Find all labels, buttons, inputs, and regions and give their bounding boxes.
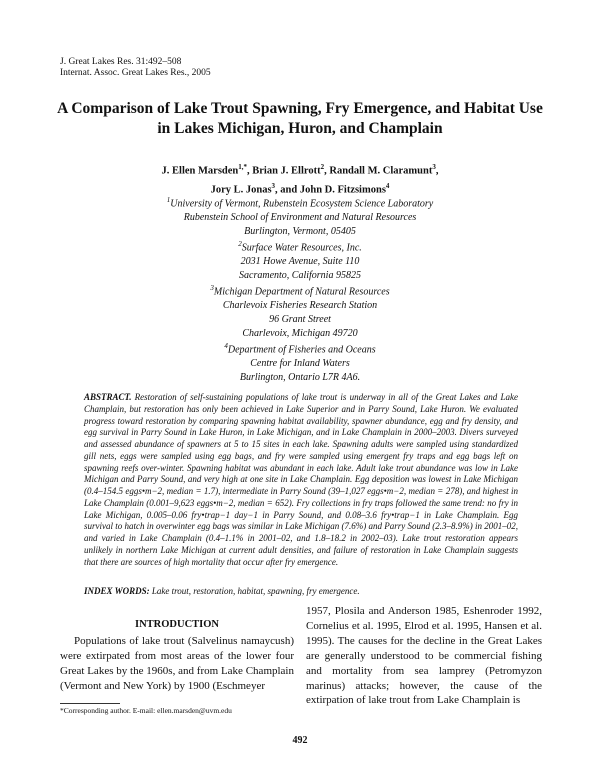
journal-citation [60, 57, 211, 79]
abstract [84, 392, 518, 568]
author-1-sup: 1,* [238, 163, 247, 171]
affiliation-3 [110, 281, 490, 341]
title-line-1: A Comparison of Lake Trout Spawning, Fry Emergence, and Habitat Use [57, 100, 543, 117]
journal-line-1: J. Great Lakes Res. 31:492–508 [60, 57, 182, 67]
page-number: 492 [292, 735, 308, 746]
author-5-sup: 4 [385, 181, 390, 190]
author-2: , Brian J. Ellrott [247, 165, 321, 177]
affiliation-2-line-1: $^2$Surface Water Resources, Inc. [238, 240, 362, 254]
author-sep: , [435, 165, 439, 177]
affiliation-3-line-3: 96 Grant Street [269, 314, 331, 326]
author-3: , Randall M. Claramunt [324, 165, 433, 177]
journal-line-2: Internat. Assoc. Great Lakes Res., 2005 [60, 68, 211, 78]
affiliation-4 [110, 339, 490, 385]
author-5: , and John D. Fitzsimons [275, 184, 386, 195]
affiliation-4-line-1: $^4$Department of Fisheries and Oceans [224, 342, 376, 356]
affiliation-4-line-2: Centre for Inland Waters [250, 358, 350, 370]
paper-title [40, 99, 560, 139]
abstract-text: Restoration of self-sustaining populations of lake trout is underway in all of the Great Lakes and Lake Champlain, but restoration has only been achieved in Lake Superior and in Parry Sound, Lake Huron. We evaluated progress toward restoration by comparing spawning habitat availability, spawner abundance, egg and fry density, and egg survival in Parry Sound in Lake Huron, in Lake Michigan, and in Lake Champlain in 2000–2003. Divers surveyed and assessed abundance of spawners at 5 to 15 sites in each lake. Spawning adults were sampled using standardized gill nets, eggs were sampled using egg bags, and fry were sampled using emergent fry traps and egg bags left on spawning reefs over-winter. Spawning habitat was abundant in each lake. Adult lake trout abundance was low in Lake Michigan and Parry Sound, and very high at one site in Lake Champlain. Egg deposition was lowest in Lake Michigan (0.4–154.5 eggs•m−2, median = 1.7), intermediate in Parry Sound (39–1,027 eggs•m−2, median = 278), and highest in Lake Champlain (0.001–9,623 eggs•m−2, median = 652). Fry collections in fry traps followed the same trend: no fry in Lake Michigan, 0.005–0.06 fry•trap−1 day−1 in Parry Sound, and 0.08–3.6 fry•trap−1 in Lake Champlain. Egg survival to hatch in overwinter egg bags was similar in Lake Michigan (7.6%) and Parry Sound (2.3–8.9%) in 2001–02, and varied in Lake Champlain (0.4–1.1% in 2001–02, and 1.8–18.2 in 2002–03). Lake trout restoration appears unlikely in northern Lake Michigan at current adult densities, and failure of restoration in Lake Champlain suggests that there are sources of high mortality that occur after fry emergence. [84, 392, 518, 567]
footnote-divider [60, 703, 120, 704]
affiliation-3-line-4: Charlevoix, Michigan 49720 [242, 328, 358, 340]
index-words-label: INDEX WORDS: [84, 586, 150, 596]
section-heading-introduction: INTRODUCTION [134, 619, 219, 630]
author-4: Jory L. Jonas [210, 184, 272, 195]
affiliation-2-line-3: Sacramento, California 95825 [239, 270, 361, 282]
affiliation-4-line-3: Burlington, Ontario L7R 4A6. [239, 372, 361, 384]
index-words [84, 586, 518, 597]
intro-right-column: 1957, Plosila and Anderson 1985, Eshenroder 1992, Cornelius et al. 1995, Elrod et al. 1995, Hansen et al. 1995). The causes for the decline in the Great Lakes are generally understood to be commercial fishing and mortality from sea lamprey (Petromyzon marinus) attacks; however, the cause of the extirpation of lake trout from Lake Champlain is [306, 605, 542, 707]
abstract-label: ABSTRACT. [84, 392, 132, 402]
affiliation-1-line-3: Burlington, Vermont, 05405 [244, 226, 356, 238]
author-list [100, 160, 500, 197]
affiliation-1 [110, 193, 490, 239]
author-3-sup: 3 [432, 163, 436, 171]
affiliation-2 [110, 237, 490, 283]
affiliation-2-line-2: 2031 Howe Avenue, Suite 110 [240, 256, 360, 268]
intro-left-column: Populations of lake trout (Salvelinus namaycush) were extirpated from most areas of the lower four Great Lakes by the 1960s, and from Lake Champlain (Vermont and New York) by 1900 (Eschmeyer [60, 635, 294, 692]
affiliation-3-line-2: Charlevoix Fisheries Research Station [222, 300, 378, 312]
affiliation-1-line-1: $^1$University of Vermont, Rubenstein Ecosystem Science Laboratory [166, 196, 434, 210]
author-2-sup: 2 [320, 163, 325, 171]
affiliation-3-line-1: $^3$Michigan Department of Natural Resources [210, 284, 390, 298]
corresponding-author-footnote: *Corresponding author. E-mail: ellen.marsden@uvm.edu [60, 706, 232, 715]
title-line-2: in Lakes Michigan, Huron, and Champlain [157, 120, 443, 137]
author-1: J. Ellen Marsden [161, 165, 239, 177]
author-4-sup: 3 [271, 181, 276, 190]
affiliation-1-line-2: Rubenstein School of Environment and Natural Resources [183, 212, 417, 224]
index-words-text: Lake trout, restoration, habitat, spawning, fry emergence. [151, 586, 360, 596]
